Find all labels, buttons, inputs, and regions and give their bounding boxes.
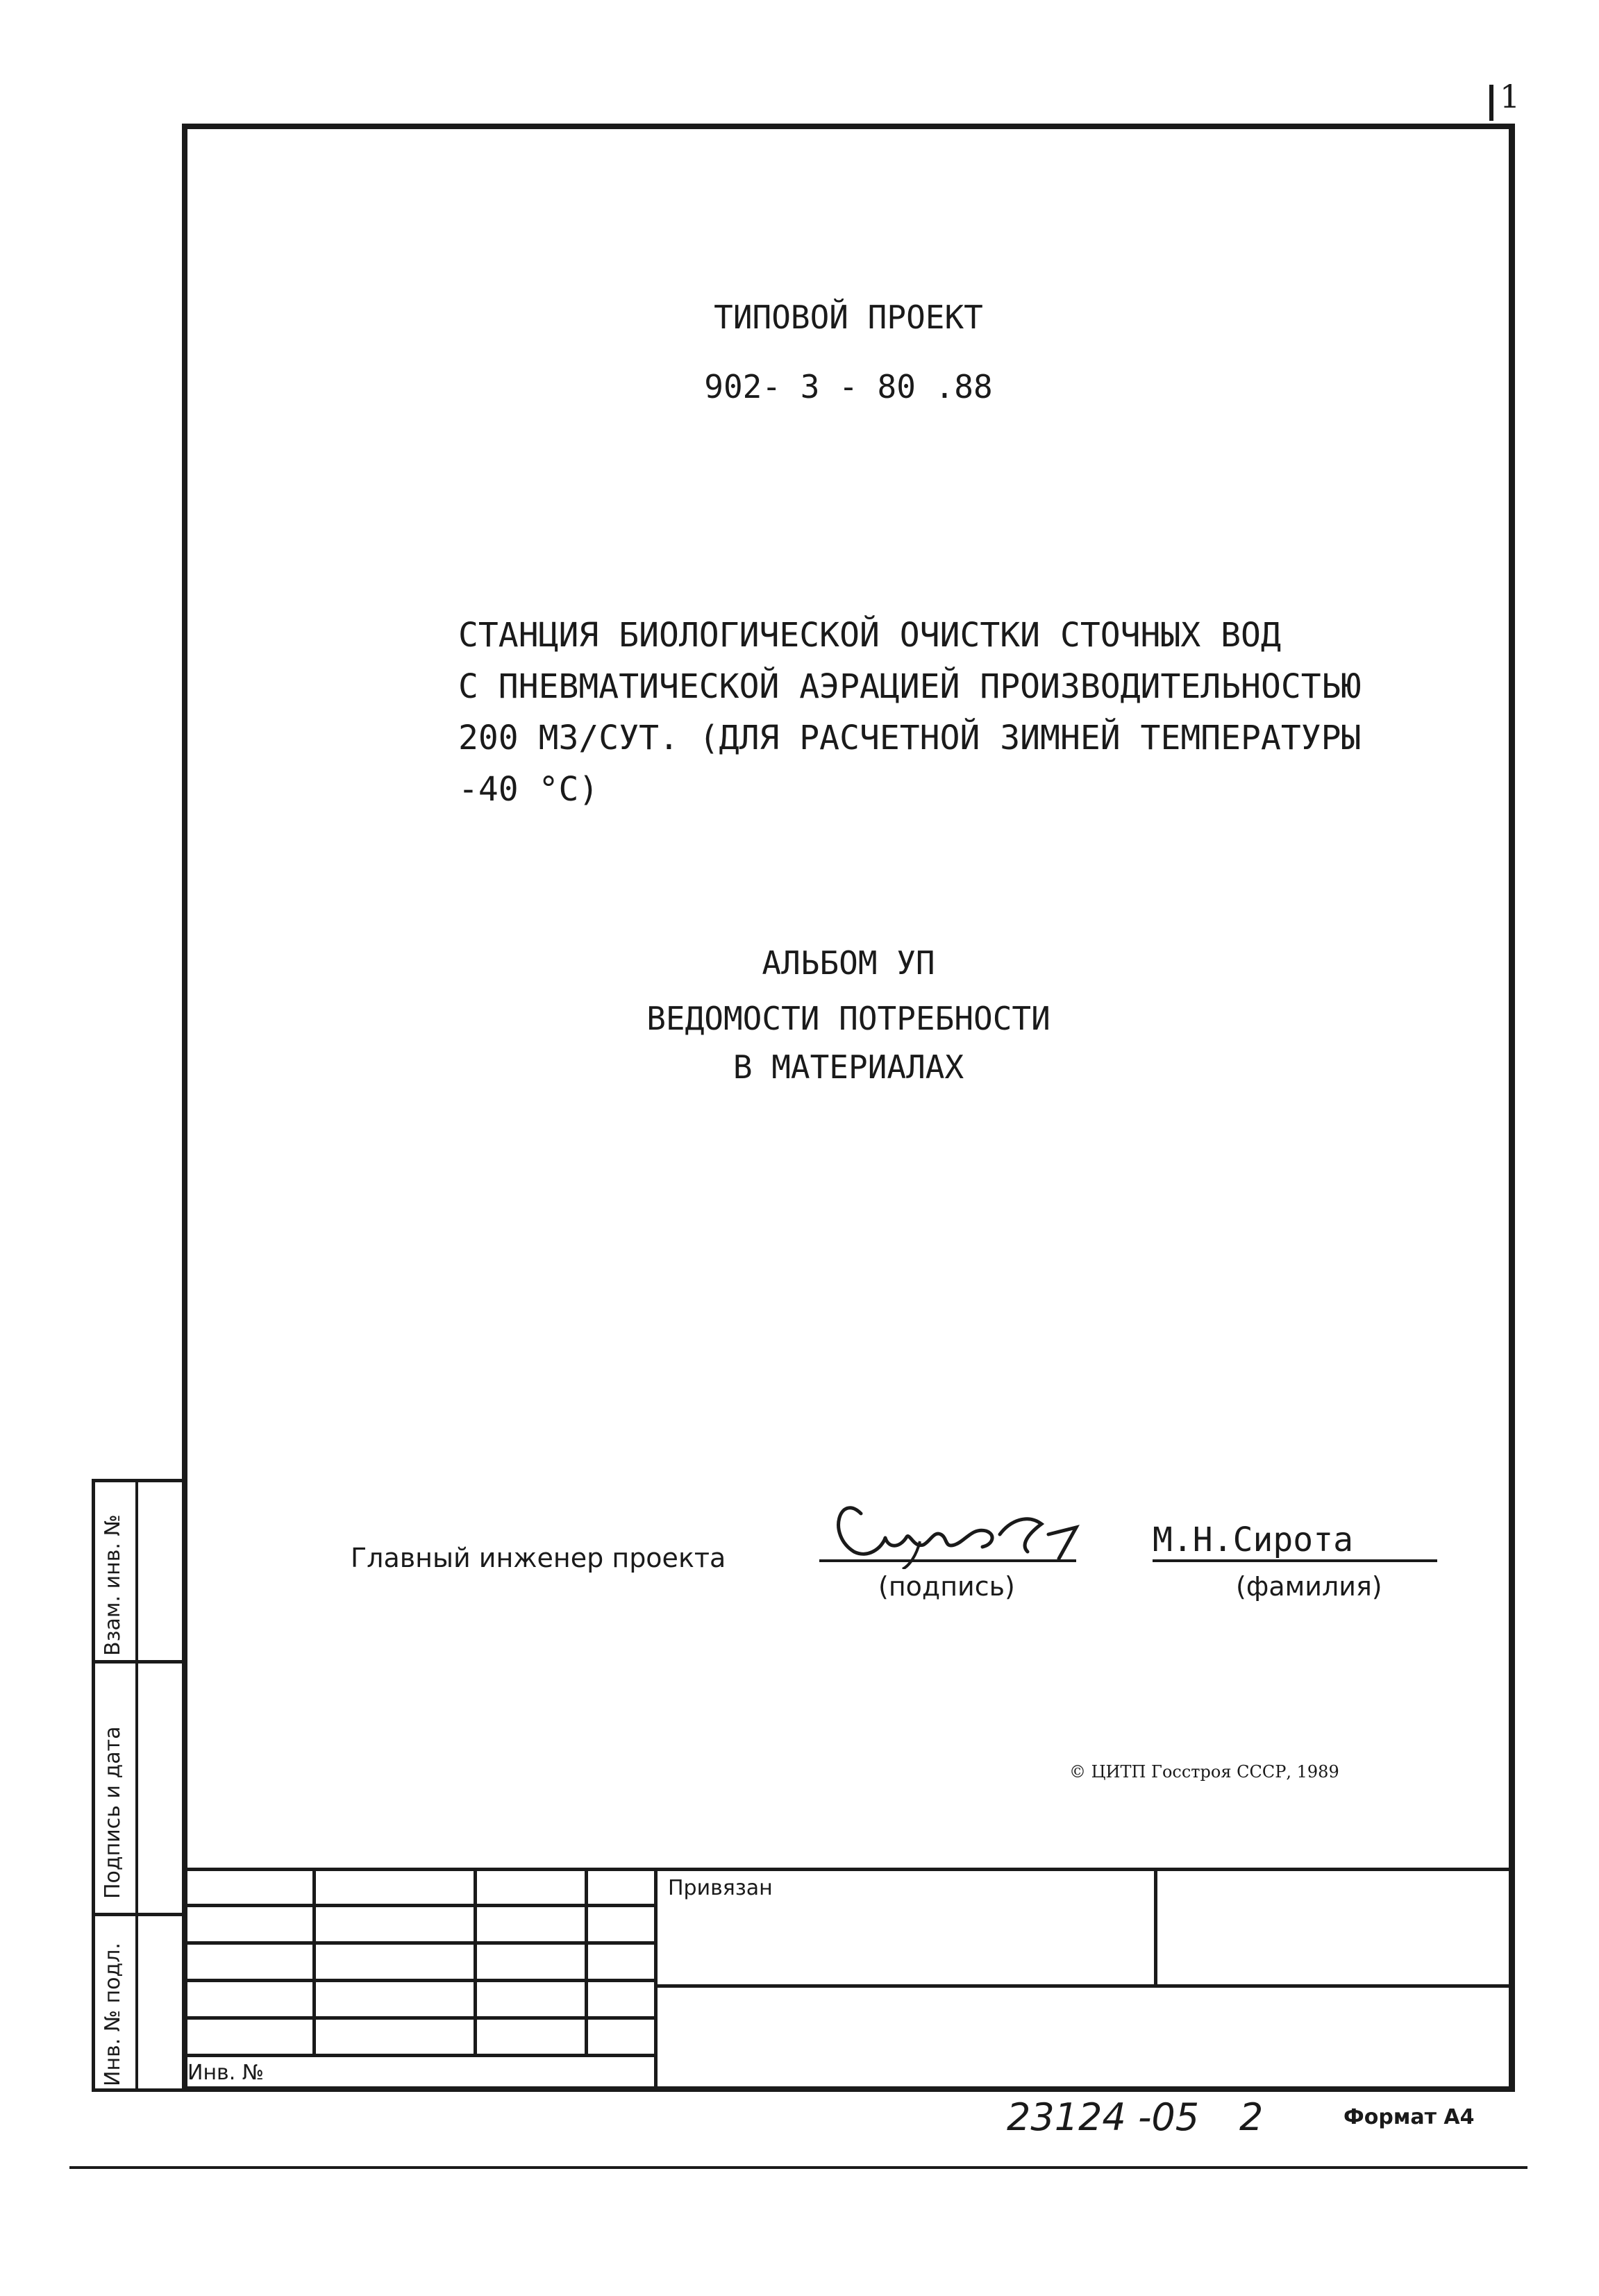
tb-col-line-1: [312, 1868, 316, 2054]
document-number: 23124 -05: [1007, 2095, 1200, 2139]
album-name-line-2: В МАТЕРИАЛАХ: [732, 1048, 964, 1086]
tb-col-line-2: [474, 1868, 477, 2054]
handwritten-signature: [819, 1472, 1083, 1569]
signature-caption: (подпись): [878, 1571, 1015, 1602]
margin-stamp: [92, 1479, 186, 2092]
engineer-name: М.Н.Сирота: [1153, 1520, 1353, 1559]
tb-row-line-2: [182, 1941, 654, 1945]
chief-engineer-label: Главный инженер проекта: [351, 1543, 726, 1573]
tb-col-line-5: [1154, 1868, 1157, 1984]
tb-row-line-3: [182, 1979, 654, 1982]
tb-row-line-4: [182, 2016, 654, 2020]
original-inventory-label: Инв. № подл.: [101, 1943, 125, 2086]
bottom-rule: [69, 2166, 1527, 2169]
copyright-note: © ЦИТП Госстроя СССР, 1989: [1069, 1762, 1339, 1782]
title-block: [182, 1868, 1515, 2092]
page-number-mark: [1489, 85, 1493, 121]
tb-col-line-3: [585, 1868, 588, 2054]
stamp-divider-1: [95, 1660, 183, 1664]
title-line-1: СТАНЦИЯ БИОЛОГИЧЕСКОЙ ОЧИСТКИ СТОЧНЫХ ВОД: [458, 616, 1281, 655]
album-number: АЛЬБОМ УП: [762, 944, 935, 982]
stamp-divider-2: [95, 1913, 183, 1916]
signature-line: [819, 1559, 1076, 1562]
tb-row-line-1: [182, 1904, 654, 1907]
signature-date-label: Подпись и дата: [101, 1726, 125, 1899]
stamp-vertical-divider: [135, 1482, 138, 2088]
drawing-frame: [182, 124, 1515, 2092]
title-line-4: -40 °С): [458, 770, 599, 809]
project-code: 902- 3 - 80 .88: [704, 368, 993, 405]
name-caption: (фамилия): [1236, 1571, 1382, 1602]
page-number: 1: [1500, 78, 1521, 115]
tb-row-line-5: [182, 2054, 654, 2057]
bound-label: Привязан: [668, 1876, 773, 1900]
project-type-heading: ТИПОВОЙ ПРОЕКТ: [714, 299, 983, 336]
format-label: Формат А4: [1343, 2105, 1475, 2129]
tb-top-line: [182, 1868, 1515, 1871]
title-line-3: 200 МЗ/СУТ. (ДЛЯ РАСЧЕТНОЙ ЗИМНЕЙ ТЕМПЕРАТУРЫ: [458, 719, 1362, 757]
title-line-2: С ПНЕВМАТИЧЕСКОЙ АЭРАЦИЕЙ ПРОИЗВОДИТЕЛЬНОСТЬЮ: [458, 667, 1362, 706]
tb-col-line-4: [654, 1868, 658, 2092]
inventory-label: Инв. №: [187, 2061, 265, 2085]
album-name-line-1: ВЕДОМОСТИ ПОТРЕБНОСТИ: [646, 1000, 1050, 1037]
sheet-number: 2: [1239, 2095, 1264, 2139]
name-line: [1153, 1559, 1437, 1562]
tb-right-divider: [654, 1984, 1515, 1988]
replacement-inventory-label: Взам. инв. №: [101, 1514, 125, 1656]
